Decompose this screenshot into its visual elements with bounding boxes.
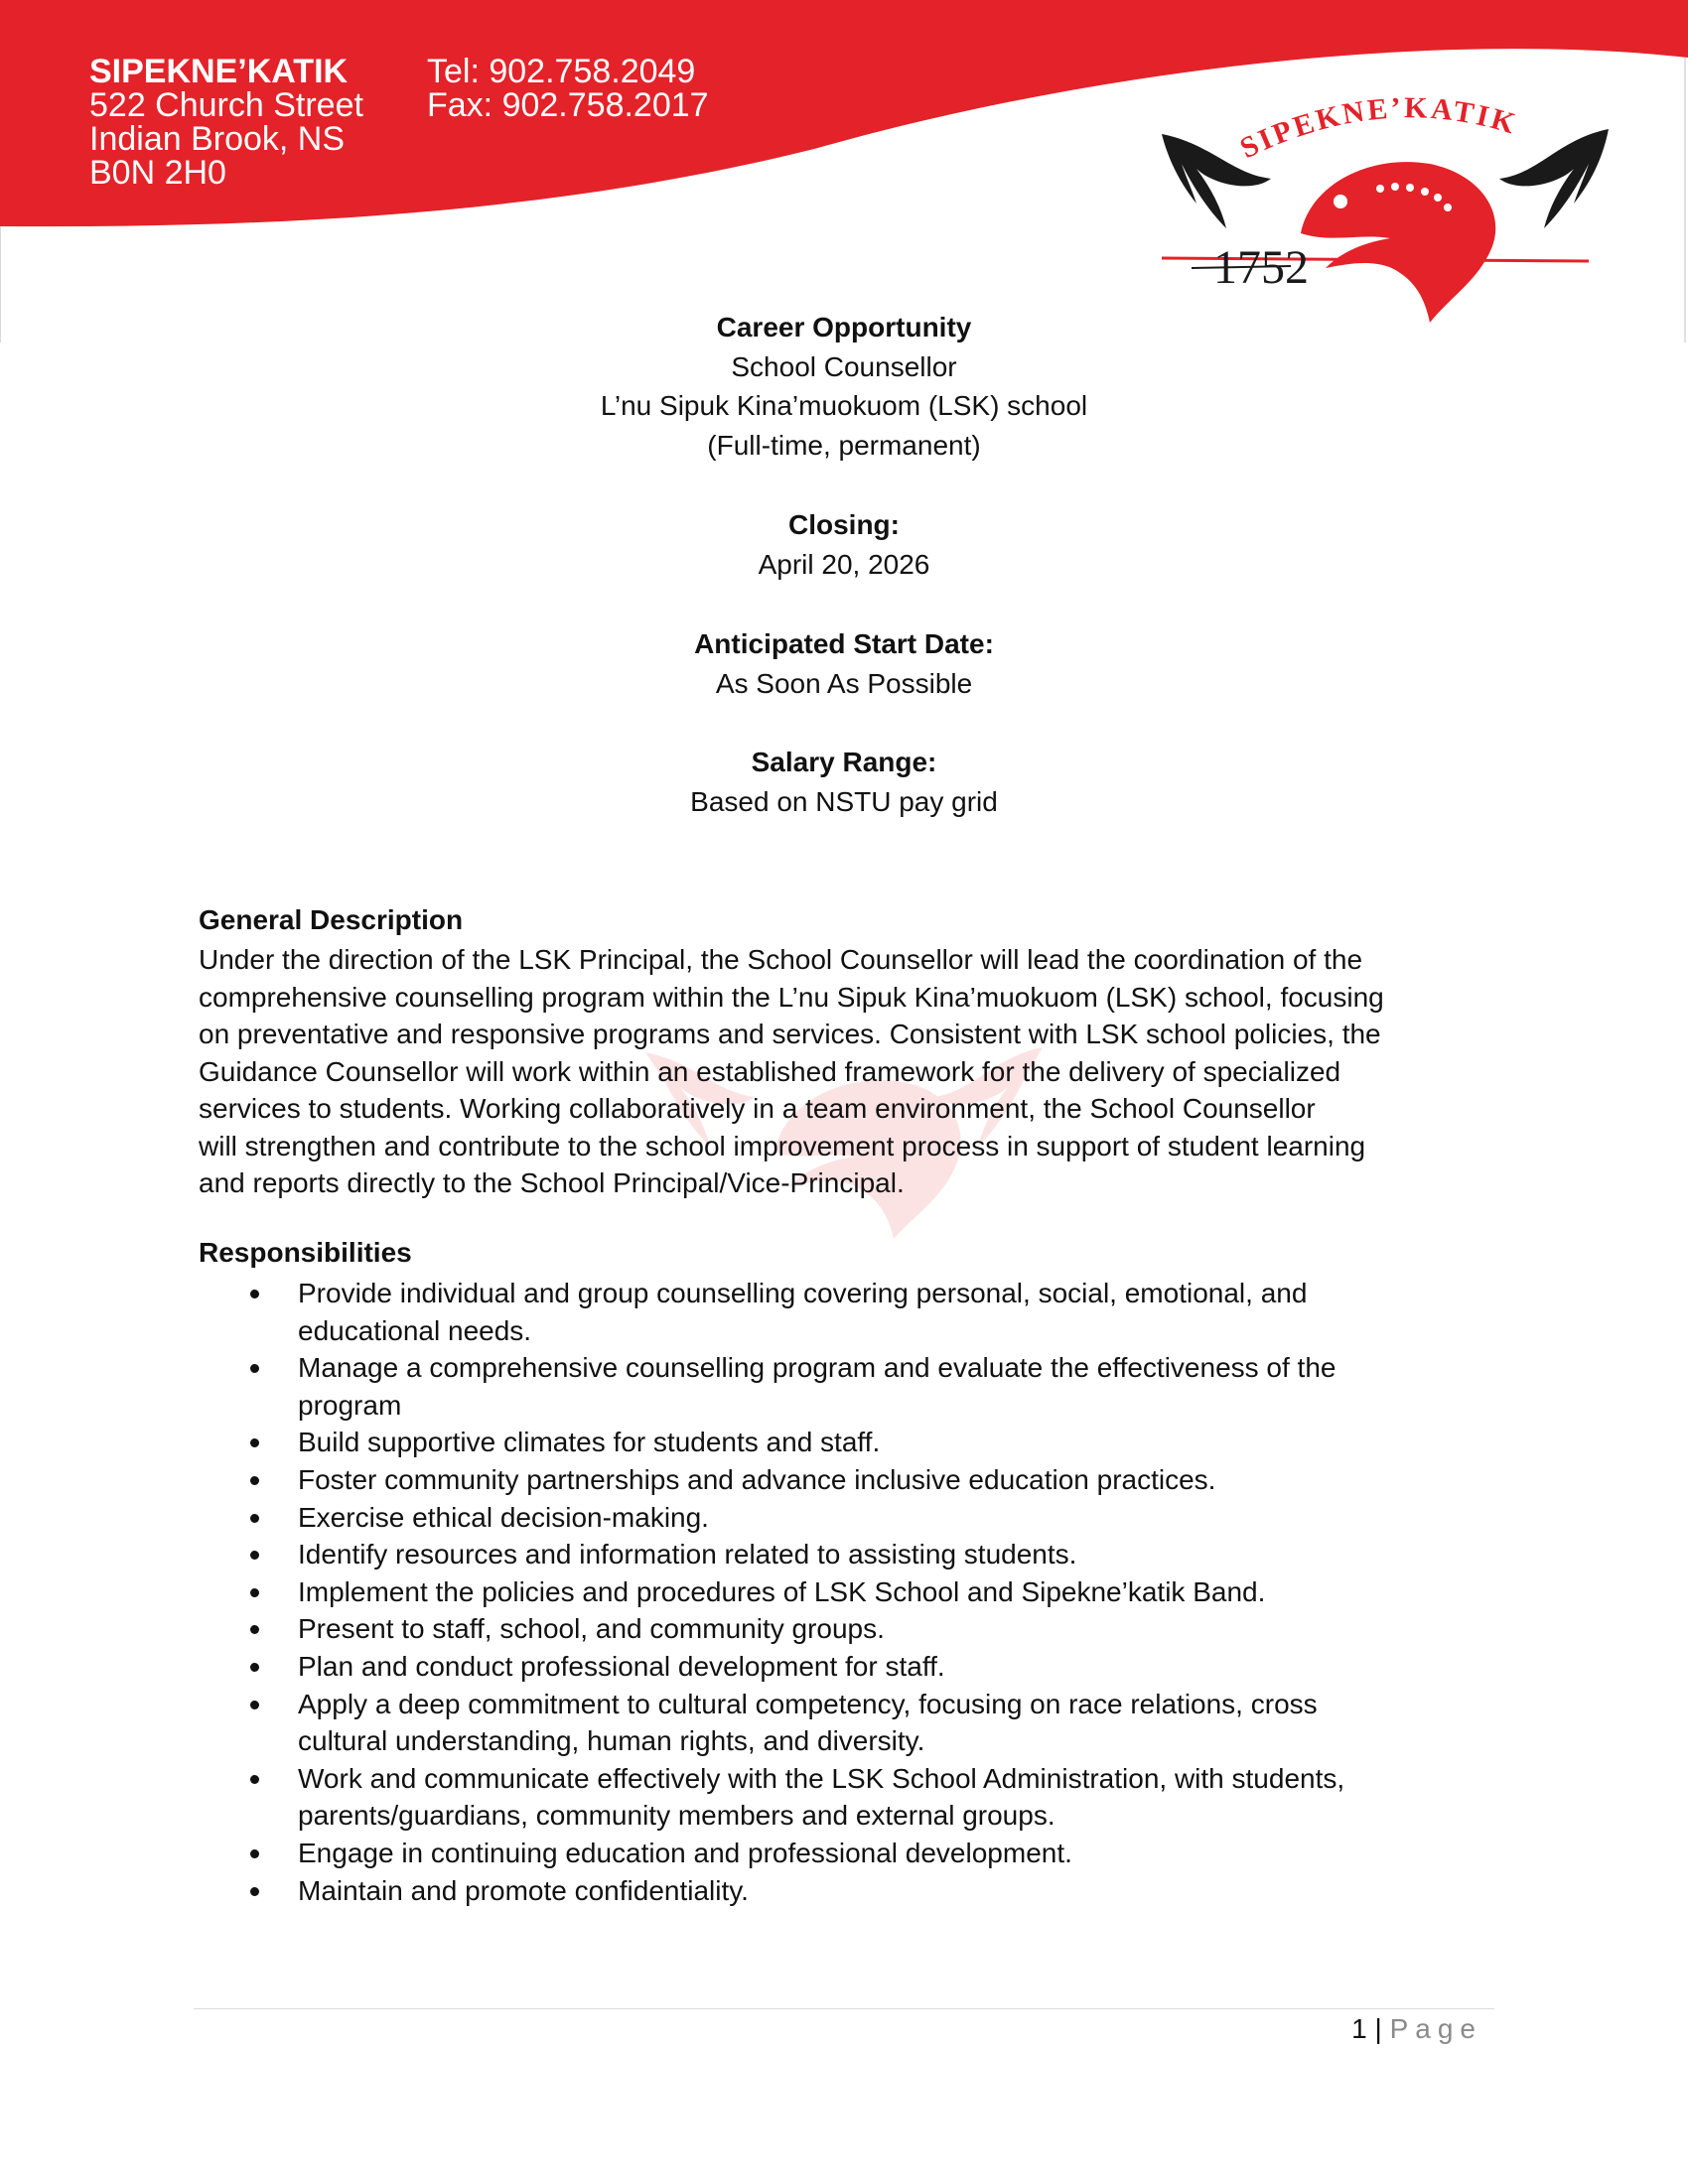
list-item: Build supportive climates for students and staff. [199, 1424, 1489, 1461]
responsibilities-title: Responsibilities [199, 1237, 412, 1268]
paragraph-line: on preventative and responsive programs and services. Consistent with LSK school policies, the [199, 1019, 1381, 1049]
closing-date: April 20, 2026 [758, 549, 930, 580]
paragraph-line: Under the direction of the LSK Principal, the School Counsellor will lead the coordination of the [199, 944, 1363, 975]
page-footer [1351, 2013, 1482, 2045]
list-item: Work and communicate effectively with the LSK School Administration, with students, parents/guardians, community members and external groups. [199, 1760, 1489, 1835]
paragraph-line: and reports directly to the School Principal/Vice-Principal. [199, 1167, 905, 1198]
position-title: School Counsellor [731, 351, 957, 382]
telephone: Tel: 902.758.2049 [427, 53, 696, 90]
svg-text:SIPEKNE’KATIK [1235, 91, 1521, 165]
sipekne-katik-logo [1152, 84, 1618, 333]
list-item: Implement the policies and procedures of LSK School and Sipekne’katik Band. [199, 1573, 1489, 1611]
list-item: Plan and conduct professional development for staff. [199, 1648, 1489, 1686]
list-item: Present to staff, school, and community groups. [199, 1610, 1489, 1648]
paragraph-line: comprehensive counselling program within the L’nu Sipuk Kina’muokuom (LSK) school, focusing [199, 981, 1384, 1013]
list-item: Provide individual and group counselling covering personal, social, emotional, and educational needs. [199, 1275, 1489, 1349]
list-item: Engage in continuing education and professional development. [199, 1835, 1489, 1872]
postal-code: B0N 2H0 [89, 154, 226, 192]
logo-year: 1752 [1213, 241, 1309, 294]
street-address: 522 Church Street [89, 86, 363, 124]
school-name: L’nu Sipuk Kina’muokuom (LSK) school [600, 390, 1088, 421]
list-item: Exercise ethical decision-making. [199, 1499, 1489, 1537]
right-wing-icon [1499, 129, 1609, 228]
footer-divider [194, 2008, 1494, 2009]
org-name: SIPEKNE’KATIK [89, 53, 349, 90]
salary-label: Salary Range: [751, 747, 937, 777]
general-description-body [199, 941, 1489, 1202]
general-description-title: General Description [199, 904, 464, 935]
fish-eye-icon [1334, 195, 1347, 208]
logo-arc-text: SIPEKNE’KATIK [1234, 91, 1522, 166]
list-item: Manage a comprehensive counselling program and evaluate the effectiveness of the program [199, 1349, 1489, 1424]
paragraph-line: services to students. Working collaboratively in a team environment, the School Counsellor [199, 1093, 1316, 1124]
page-number: 1 [1351, 2013, 1367, 2044]
list-item: Apply a deep commitment to cultural competency, focusing on race relations, cross cultural understanding, human rights, and diversity. [199, 1686, 1489, 1760]
start-date-label: Anticipated Start Date: [694, 628, 994, 659]
start-date-value: As Soon As Possible [715, 668, 973, 699]
list-item: Maintain and promote confidentiality. [199, 1872, 1489, 1910]
salary-value: Based on NSTU pay grid [690, 786, 998, 817]
employment-type: (Full-time, permanent) [707, 430, 981, 461]
closing-label: Closing: [788, 509, 900, 540]
list-item: Identify resources and information related to assisting students. [199, 1536, 1489, 1573]
paragraph-line: will strengthen and contribute to the school improvement process in support of student learning [199, 1130, 1366, 1161]
heading-career-opportunity: Career Opportunity [716, 312, 972, 342]
page-separator: | [1366, 2013, 1390, 2044]
city-address: Indian Brook, NS [89, 120, 346, 158]
page-word: Page [1389, 2013, 1482, 2044]
paragraph-line: Guidance Counsellor will work within an established framework for the delivery of specialized [199, 1055, 1341, 1087]
list-item: Foster community partnerships and advance inclusive education practices. [199, 1461, 1489, 1499]
fax: Fax: 902.758.2017 [427, 86, 709, 124]
responsibilities-list [199, 1275, 1489, 1909]
